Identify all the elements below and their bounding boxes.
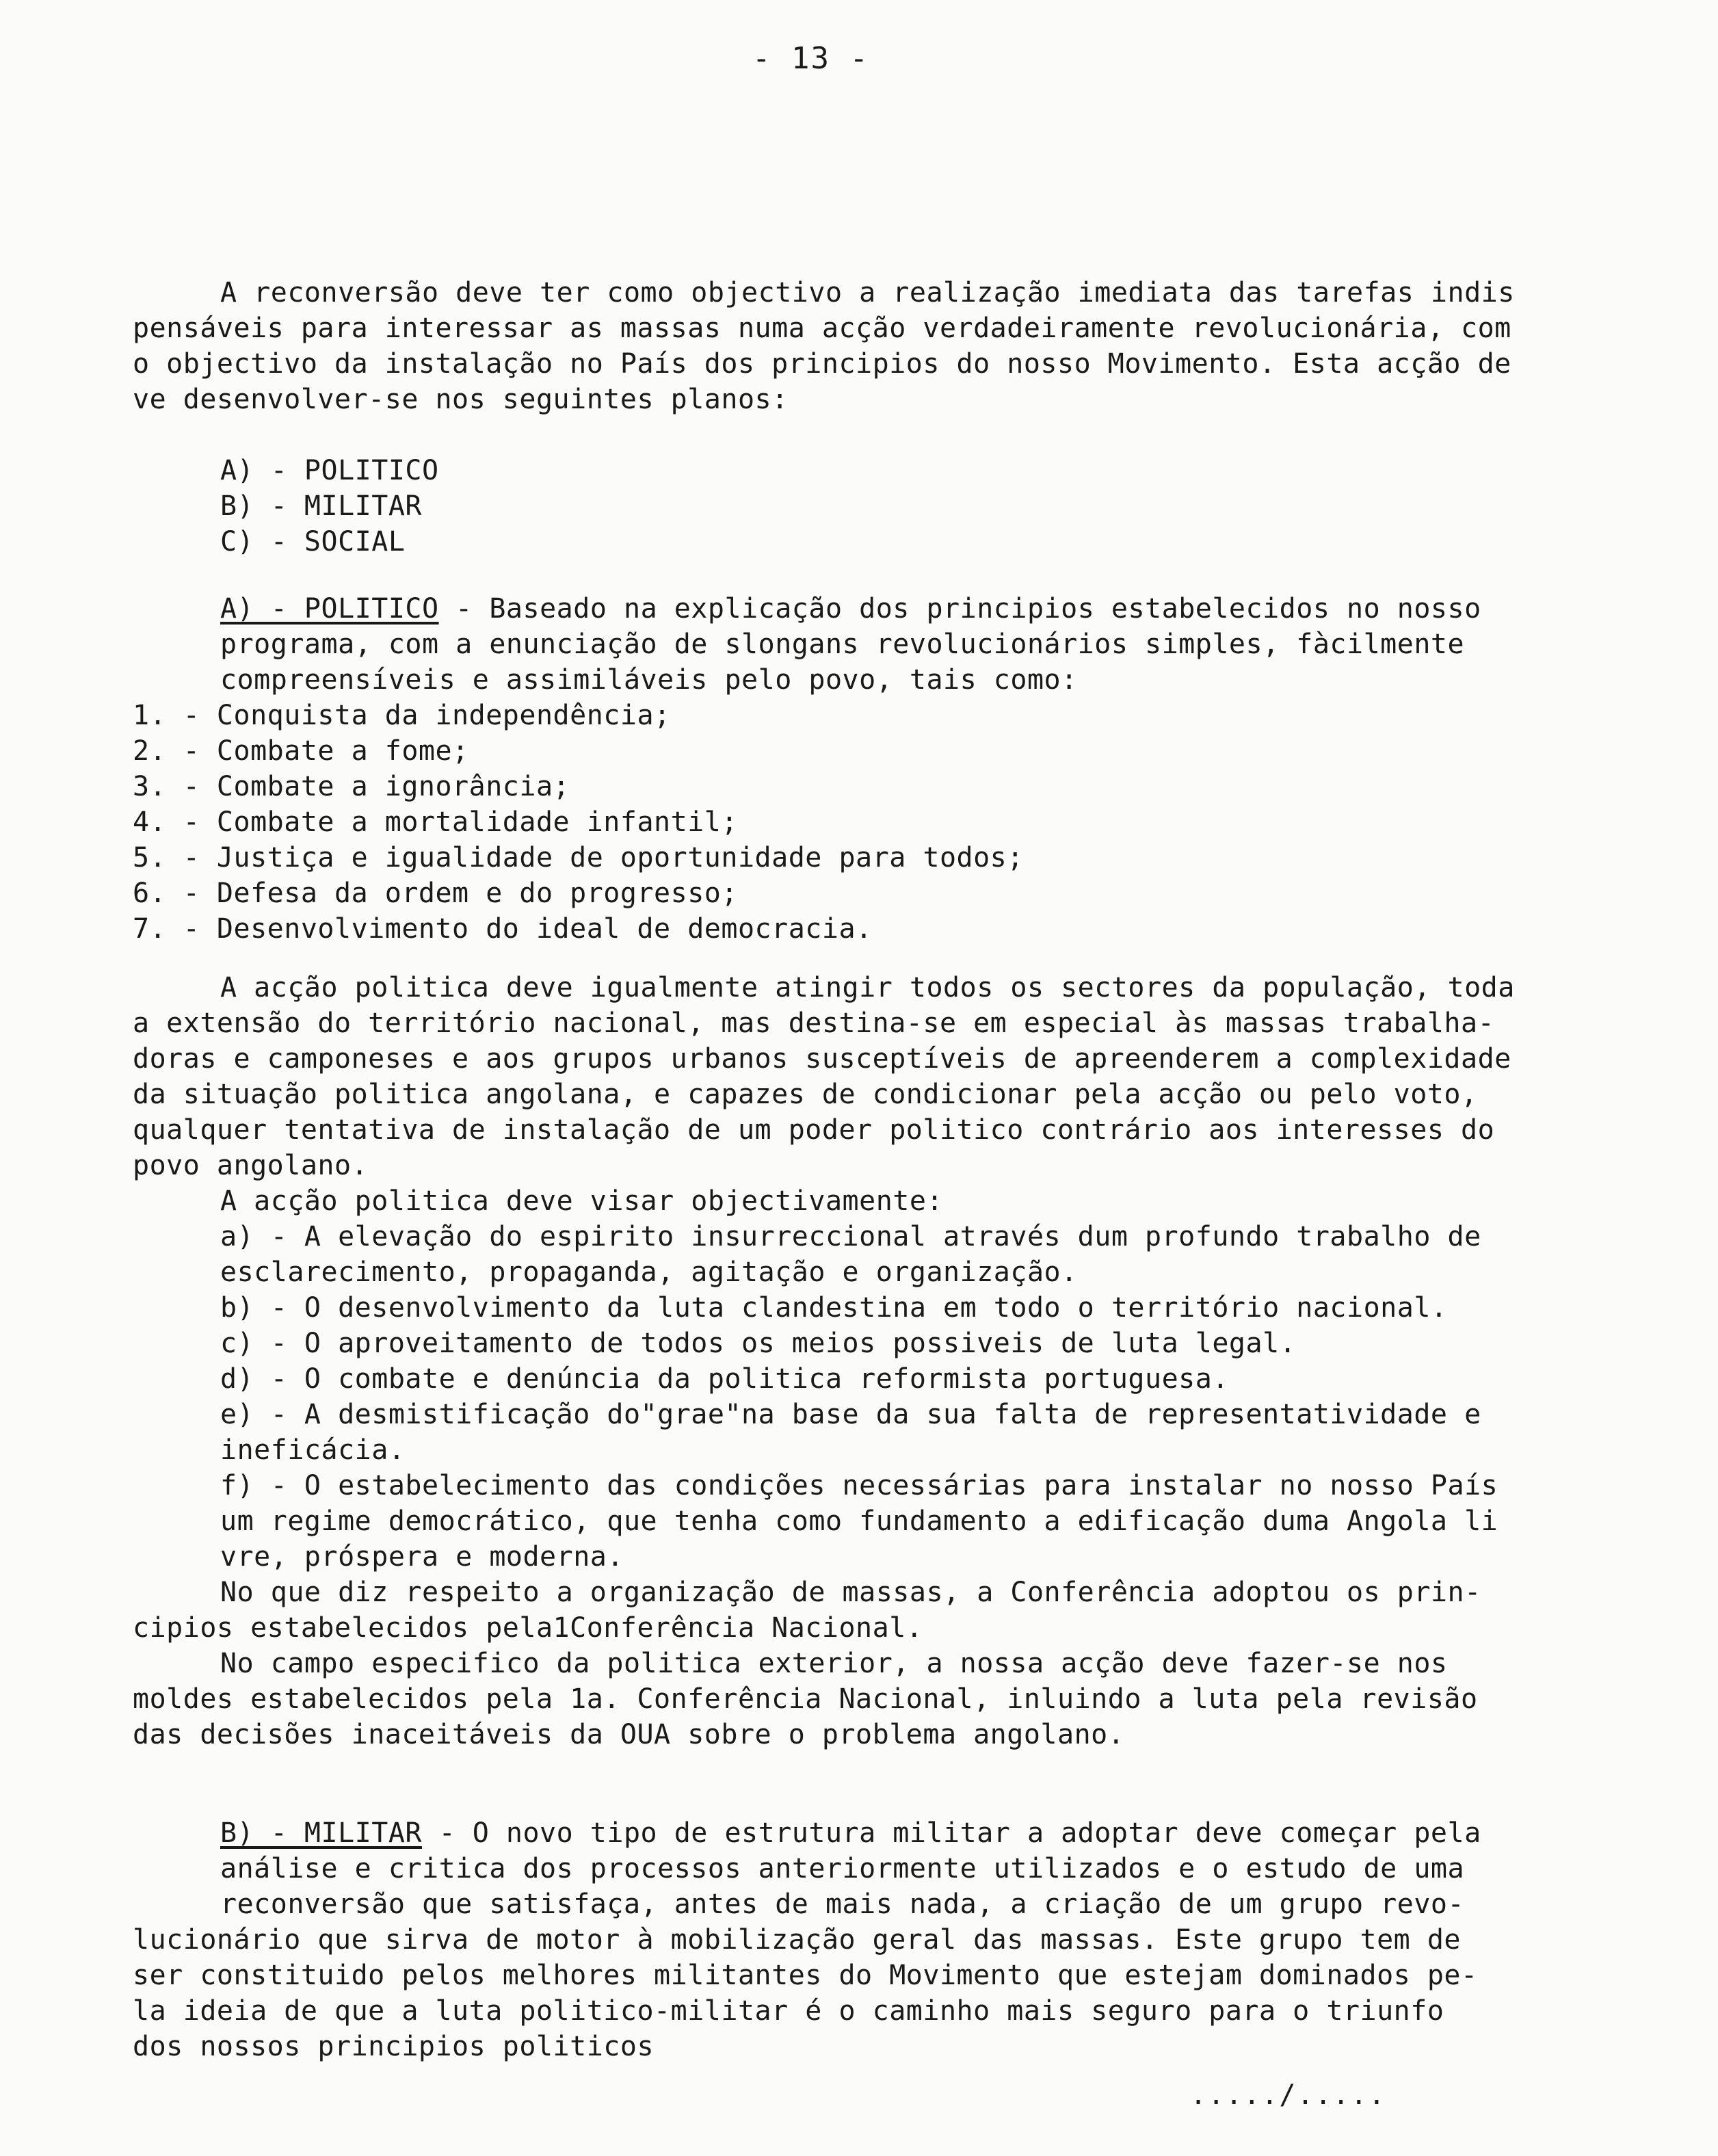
objective-line: c) - O aproveitamento de todos os meios possiveis de luta legal. — [220, 1328, 1297, 1359]
slogan-item: 5. - Justiça e igualidade de oportunidade para todos; — [133, 842, 1024, 873]
intro-line: ve desenvolver-se nos seguintes planos: — [133, 384, 789, 415]
page-number: - 13 - — [752, 41, 869, 76]
masses-paragraph-line: cipios estabelecidos pela1Conferência Nacional. — [133, 1612, 923, 1644]
politico-line: programa, com a enunciação de slongans revolucionários simples, fàcilmente — [220, 629, 1465, 660]
politico-line: compreensíveis e assimiláveis pelo povo, tais como: — [220, 664, 1078, 696]
militar-line: reconversão que satisfaça, antes de mais nada, a criação de um grupo revo- — [220, 1889, 1465, 1920]
continuation-marker: ...../..... — [1190, 2079, 1386, 2111]
politico-paragraph-line: doras e camponeses e aos grupos urbanos susceptíveis de apreenderem a complexidade — [133, 1043, 1511, 1075]
objective-line: e) - A desmistificação do"grae"na base da sua falta de representatividade e — [220, 1399, 1481, 1430]
objectives-intro: A acção politica deve visar objectivamente: — [220, 1185, 944, 1217]
objective-line: um regime democrático, que tenha como fundamento a edificação duma Angola li — [220, 1506, 1498, 1537]
objective-line: f) - O estabelecimento das condições necessárias para instalar no nosso País — [220, 1470, 1498, 1501]
plan-item: B) - MILITAR — [220, 490, 422, 522]
militar-line: ser constituido pelos melhores militantes do Movimento que estejam dominados pe- — [133, 1960, 1478, 1991]
objective-line: ineficácia. — [220, 1434, 406, 1466]
exterior-paragraph-line: No campo especifico da politica exterior, a nossa acção deve fazer-se nos — [220, 1648, 1448, 1679]
politico-heading: A) - POLITICO — [220, 593, 439, 625]
politico-first-line — [220, 591, 1481, 627]
exterior-paragraph-line: das decisões inaceitáveis da OUA sobre o problema angolano. — [133, 1719, 1125, 1750]
politico-paragraph-line: a extensão do território nacional, mas destina-se em especial às massas trabalha- — [133, 1008, 1495, 1039]
exterior-paragraph-line: moldes estabelecidos pela 1a. Conferência Nacional, inluindo a luta pela revisão — [133, 1683, 1478, 1715]
militar-line: análise e critica dos processos anteriormente utilizados e o estudo de uma — [220, 1853, 1465, 1884]
plan-item: C) - SOCIAL — [220, 526, 406, 557]
objective-line: a) - A elevação do espirito insurreccional através dum profundo trabalho de — [220, 1221, 1481, 1252]
militar-heading: B) - MILITAR — [220, 1817, 422, 1849]
politico-paragraph-line: qualquer tentativa de instalação de um poder politico contrário aos interesses do — [133, 1114, 1495, 1146]
militar-line: dos nossos principios politicos — [133, 2031, 655, 2062]
slogan-item: 7. - Desenvolvimento do ideal de democracia. — [133, 913, 873, 945]
politico-paragraph-line: da situação politica angolana, e capazes de condicionar pela acção ou pelo voto, — [133, 1079, 1478, 1110]
objective-line: b) - O desenvolvimento da luta clandestina em todo o território nacional. — [220, 1292, 1448, 1324]
militar-intro: - O novo tipo de estrutura militar a adoptar deve começar pela — [421, 1817, 1481, 1849]
objective-line: esclarecimento, propaganda, agitação e organização. — [220, 1257, 1078, 1288]
slogan-item: 6. - Defesa da ordem e do progresso; — [133, 878, 738, 909]
militar-line: la ideia de que a luta politico-militar é o caminho mais seguro para o triunfo — [133, 1995, 1444, 2027]
politico-paragraph-line: A acção politica deve igualmente atingir todos os sectores da população, toda — [220, 972, 1515, 1003]
politico-paragraph-line: povo angolano. — [133, 1150, 369, 1181]
slogan-item: 4. - Combate a mortalidade infantil; — [133, 806, 738, 838]
masses-paragraph-line: No que diz respeito a organização de massas, a Conferência adoptou os prin- — [220, 1577, 1481, 1608]
intro-line: pensáveis para interessar as massas numa acção verdadeiramente revolucionária, com — [133, 313, 1511, 344]
objective-line: vre, próspera e moderna. — [220, 1541, 624, 1573]
objective-line: d) - O combate e denúncia da politica reformista portuguesa. — [220, 1363, 1229, 1395]
militar-first-line — [220, 1815, 1481, 1851]
intro-line: o objectivo da instalação no País dos principios do nosso Movimento. Esta acção de — [133, 348, 1511, 380]
slogan-item: 2. - Combate a fome; — [133, 735, 469, 767]
politico-intro: - Baseado na explicação dos principios estabelecidos no nosso — [438, 593, 1481, 625]
intro-line: A reconversão deve ter como objectivo a realização imediata das tarefas indis — [220, 277, 1515, 308]
plan-item: A) - POLITICO — [220, 455, 439, 486]
slogan-item: 1. - Conquista da independência; — [133, 700, 671, 731]
slogan-item: 3. - Combate a ignorância; — [133, 771, 570, 802]
militar-line: lucionário que sirva de motor à mobilização geral das massas. Este grupo tem de — [133, 1924, 1461, 1956]
